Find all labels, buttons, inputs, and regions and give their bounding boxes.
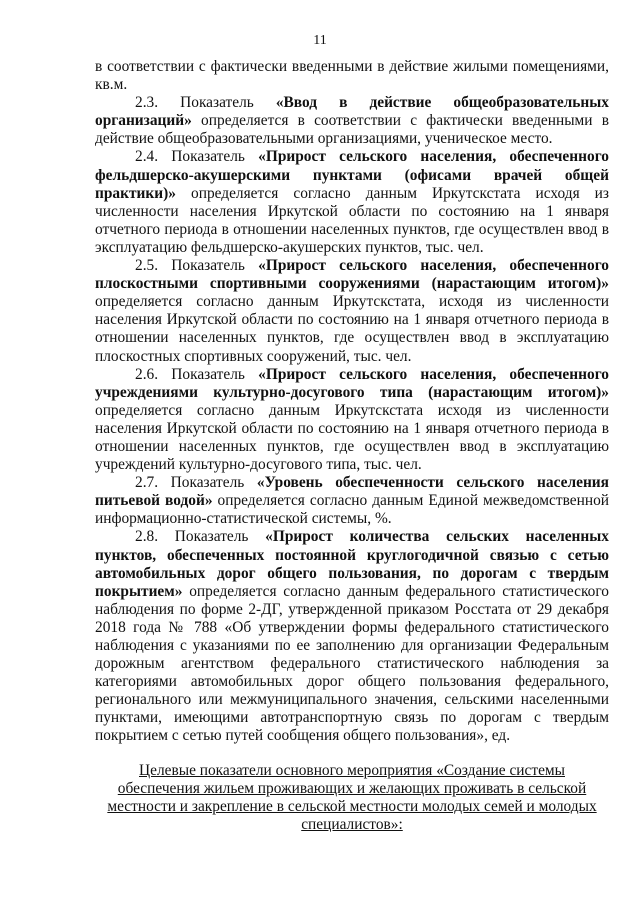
section-heading: Целевые показатели основного мероприятия «Создание системы обеспечения жильем проживающих и желающих проживать в сельской местности и закрепление в сельской местности молодых семей и молодых специалистов»: — [107, 761, 597, 833]
indicator-description: определяется согласно данным Единой межведомственной информационно-статистической системы, %. — [95, 492, 610, 528]
paragraph-indicator-2-6 — [95, 366, 609, 475]
indicator-number: 2.8. Показатель — [135, 528, 266, 546]
indicator-name: «Прирост сельского населения, обеспеченного фельдшерско-акушерскими пунктами (офисами врачей общей практики)» — [95, 148, 609, 202]
indicator-number: 2.3. Показатель — [135, 94, 276, 112]
indicator-number: 2.4. Показатель — [135, 148, 259, 166]
indicator-number: 2.6. Показатель — [135, 365, 259, 383]
indicator-description: определяется согласно данным федерального статистического наблюдения по форме 2-ДГ, утвержденной приказом Росстата от 29 декабря 2018 года № 788 «Об утверждении формы федерального статистического наблюдения с указаниями по ее заполнению для организации Федеральным дорожным агентством федерального статистического наблюдения за категориями автомобильных дорог общего пользования федерального, регионального или межмуниципального значения, сельскими населенными пунктами, имеющими автотранспортную связь по дорогам с твердым покрытием с сетью путей сообщения общего пользования», ед. — [95, 582, 609, 745]
indicator-name: «Прирост сельского населения, обеспеченного учреждениями культурно-досугового типа (нарастающим итогом)» — [95, 365, 609, 401]
document-body — [95, 58, 609, 834]
page-number: 11 — [313, 33, 327, 48]
paragraph-indicator-2-7 — [95, 474, 609, 528]
indicator-name: «Уровень обеспеченности сельского населения питьевой водой» — [95, 474, 609, 510]
indicator-description: определяется согласно данным Иркутскстата, исходя из численности населения Иркутской области по состоянию на 1 января отчетного периода в отношении населенных пунктов, где осуществлен ввод в эксплуатацию плоскостных спортивных сооружений, тыс. чел. — [95, 293, 609, 365]
indicator-name: «Ввод в действие общеобразовательных организаций» — [95, 94, 609, 130]
paragraph-text: в соответствии с фактически введенными в действие жилыми помещениями, кв.м. — [95, 58, 609, 94]
indicator-number: 2.5. Показатель — [135, 257, 259, 275]
paragraph-continuation — [95, 58, 609, 94]
indicator-description: определяется согласно данным Иркутскстата исходя из численности населения Иркутской области по состоянию на 1 января отчетного периода в отношении населенных пунктов, где осуществлен ввод в эксплуатацию фельдшерско-акушерских пунктов, тыс. чел. — [95, 184, 609, 256]
paragraph-indicator-2-8 — [95, 528, 609, 745]
indicator-name: «Прирост сельского населения, обеспеченного плоскостными спортивными сооружениями (нарастающим итогом)» — [95, 257, 609, 293]
indicator-number: 2.7. Показатель — [135, 474, 257, 492]
paragraph-indicator-2-4 — [95, 148, 609, 257]
paragraph-indicator-2-3 — [95, 94, 609, 148]
paragraph-indicator-2-5 — [95, 257, 609, 366]
indicator-description: определяется согласно данным Иркутскстата исходя из численности населения Иркутской области по состоянию на 1 января отчетного периода в отношении населенных пунктов, где осуществлен ввод в эксплуатацию учреждений культурно-досугового типа, тыс. чел. — [95, 401, 609, 474]
indicator-description: определяется в соответствии с фактически введенными в действие общеобразовательными организациями, ученическое место. — [95, 112, 609, 148]
indicator-name: «Прирост количества сельских населенных пунктов, обеспеченных постоянной круглогодичной связью с сетью автомобильных дорог общего пользования, по дорогам с твердым покрытием» — [95, 528, 609, 600]
